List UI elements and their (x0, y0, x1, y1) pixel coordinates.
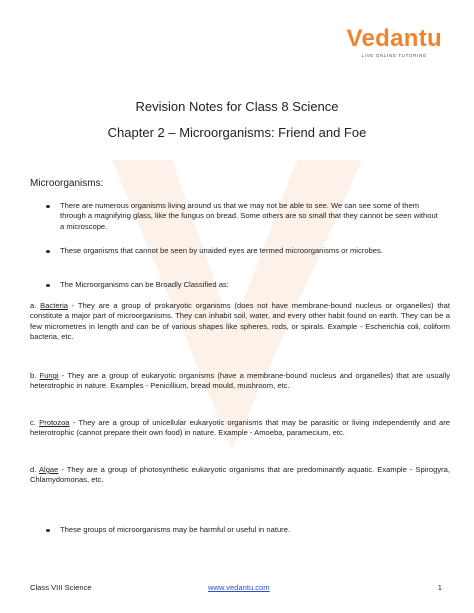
item-prefix: a. (30, 301, 41, 310)
logo-tagline: LIVE ONLINE TUTORING (361, 53, 427, 58)
bullet-item: These organisms that cannot be seen by unaided eyes are termed microorganisms or microbes. (60, 246, 440, 256)
item-description: - They are a group of photosynthetic eukaryotic organisms that are predominantly aquatic. Example - Spirogyra, Chlamydomonas, etc. (30, 465, 450, 485)
item-prefix: c. (30, 418, 40, 427)
bullet-item: The Microorganisms can be Broadly Classified as: (60, 280, 440, 290)
section-heading: Microorganisms: (30, 178, 104, 189)
vedantu-logo (347, 26, 442, 58)
term-protozoa: Protozoa (39, 418, 70, 427)
bullet-item: There are numerous organisms living around us that we may not be able to see. We can see some of them through a magnifying glass, like the fungus on bread. Some others are so small that they cannot be seen without a microscope. (60, 201, 440, 232)
item-description: - They are a group of eukaryotic organisms (have a membrane-bound nucleus and organelles) that are usually heterotrophic in nature. Examples - Penicillium, bread mould, mushroom, etc. (30, 371, 450, 391)
chapter-title: Chapter 2 – Microorganisms: Friend and Foe (107, 125, 367, 140)
logo-wordmark: Vedantu (346, 25, 442, 52)
page-number: 1 (437, 583, 442, 592)
classification-paragraph-bacteria (30, 301, 450, 343)
bullet-item: These groups of microorganisms may be harmful or useful in nature. (60, 525, 440, 535)
footer-website-link[interactable]: www.vedantu.com (208, 583, 270, 592)
item-prefix: b. (30, 371, 40, 380)
item-prefix: d. (30, 465, 39, 474)
term-algae: Algae (38, 465, 59, 474)
term-fungi: Fungi (39, 371, 59, 380)
item-description: - They are a group of unicellular eukaryotic organisms that may be parasitic or living independently and are heterotrophic (cannot prepare their own food) in nature. Example - Amoeba, paramecium, etc. (30, 418, 450, 438)
classification-paragraph-protozoa (30, 418, 450, 439)
document-title: Revision Notes for Class 8 Science (135, 99, 339, 114)
term-bacteria: Bacteria (40, 301, 68, 310)
classification-paragraph-fungi (30, 371, 450, 392)
footer-class-label: Class VIII Science (30, 583, 92, 592)
item-description: - They are a group of prokaryotic organisms (does not have membrane-bound nucleus or organelles) that constitute a major part of microorganisms. They can inhabit soil, water, and every other habit found on earth. They can be a few micrometres in length and can be of various shapes like spheres, rods, or spirals. Example - Escherichia coli, coliform bacteria, etc. (30, 301, 450, 342)
classification-paragraph-algae (30, 465, 450, 486)
